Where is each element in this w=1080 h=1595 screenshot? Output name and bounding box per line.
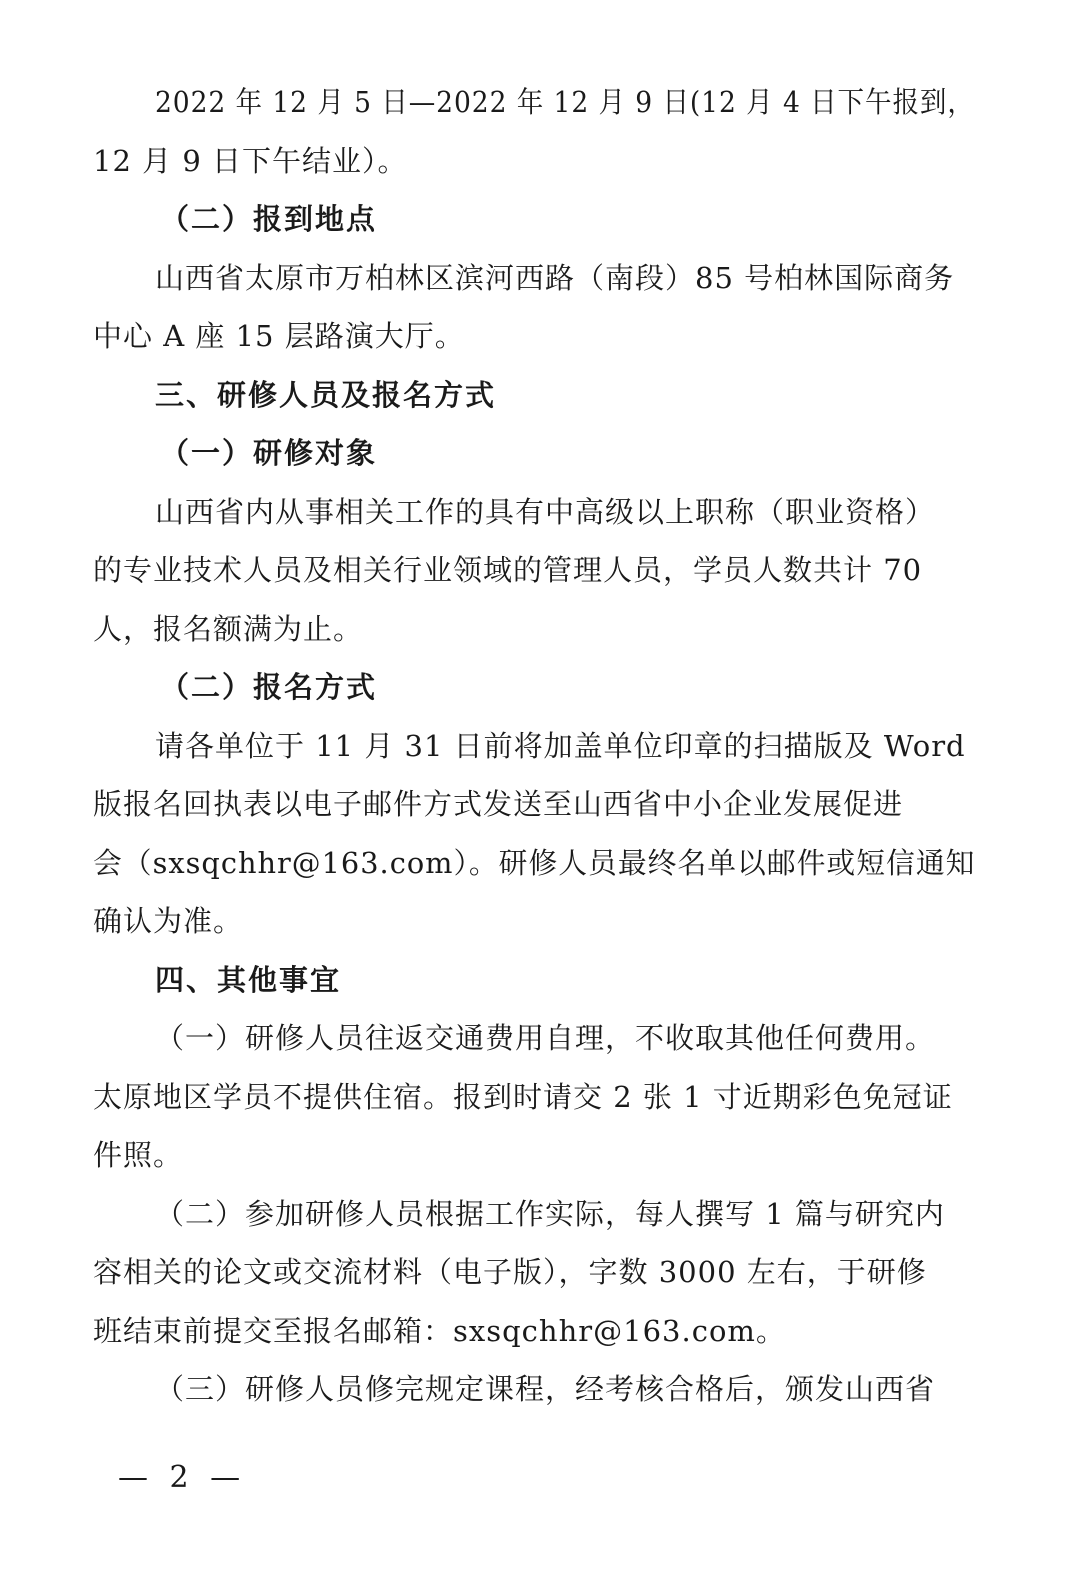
section-heading: （一）研修对象 — [160, 436, 378, 470]
text-line: 版报名回执表以电子邮件方式发送至山西省中小企业发展促进 — [93, 787, 904, 821]
section-heading: 四、其他事宜 — [155, 963, 342, 997]
text-line: 容相关的论文或交流材料（电子版），字数 3000 左右，于研修 — [93, 1255, 927, 1289]
text-line: 请各单位于 11 月 31 日前将加盖单位印章的扫描版及 Word — [155, 729, 966, 763]
text-line: 太原地区学员不提供住宿。报到时请交 2 张 1 寸近期彩色免冠证 — [93, 1080, 953, 1114]
text-line: 会（sxsqchhr@163.com）。研修人员最终名单以邮件或短信通知 — [93, 846, 976, 880]
text-line: 件照。 — [93, 1138, 184, 1172]
text-line: 2022 年 12 月 5 日—2022 年 12 月 9 日(12 月 4 日下午报到， — [155, 85, 975, 119]
text-line: 中心 A 座 15 层路演大厅。 — [93, 319, 465, 353]
text-line: （一）研修人员往返交通费用自理，不收取其他任何费用。 — [155, 1021, 936, 1055]
section-heading: （二）报名方式 — [160, 670, 378, 704]
text-line: 班结束前提交至报名邮箱：sxsqchhr@163.com。 — [93, 1314, 786, 1348]
section-heading: （二）报到地点 — [160, 202, 378, 236]
section-heading: 三、研修人员及报名方式 — [155, 378, 497, 412]
text-line: （三）研修人员修完规定课程，经考核合格后，颁发山西省 — [155, 1372, 936, 1406]
page-number: — 2 — — [118, 1460, 247, 1495]
text-line: 的专业技术人员及相关行业领域的管理人员，学员人数共计 70 — [93, 553, 923, 587]
text-line: 山西省内从事相关工作的具有中高级以上职称（职业资格） — [155, 495, 936, 529]
text-line: （二）参加研修人员根据工作实际，每人撰写 1 篇与研究内 — [155, 1197, 945, 1231]
text-line: 山西省太原市万柏林区滨河西路（南段）85 号柏林国际商务 — [155, 261, 955, 295]
text-line: 人，报名额满为止。 — [93, 612, 364, 646]
text-line: 12 月 9 日下午结业）。 — [93, 144, 408, 178]
text-line: 确认为准。 — [93, 904, 244, 938]
